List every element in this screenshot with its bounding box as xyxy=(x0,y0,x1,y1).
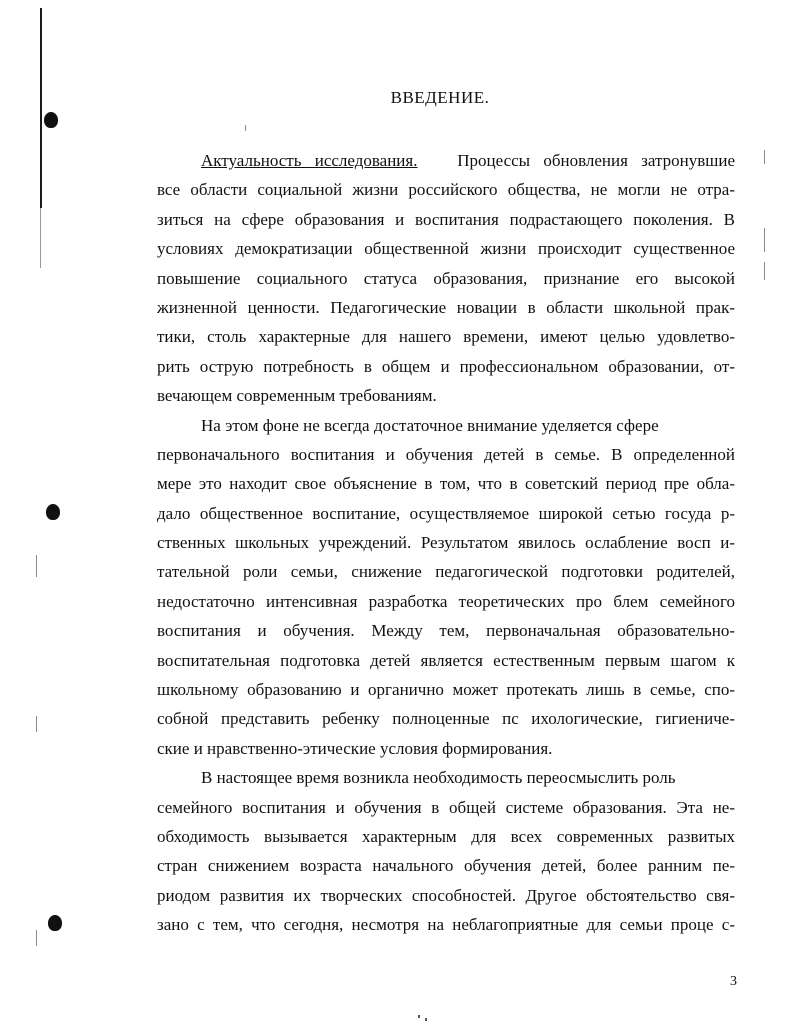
page-number: 3 xyxy=(730,974,737,989)
text-line: Процессы обновления затронувшие xyxy=(457,151,735,170)
scan-mark xyxy=(764,262,765,280)
scan-speck xyxy=(418,1015,420,1018)
text-line: жизненной ценности. Педагогические новации в области школьной прак- xyxy=(157,297,735,317)
text-line: дало общественное воспитание, осуществляемое широкой сетью госуда р- xyxy=(157,503,735,523)
punch-hole-mark xyxy=(44,112,58,128)
text-line: первоначального воспитания и обучения детей в семье. В определенной xyxy=(157,444,735,464)
text-line: На этом фоне не всегда достаточное внимание уделяется сфере xyxy=(201,415,659,435)
text-line: рить острую потребность в общем и профессиональном образовании, от- xyxy=(157,356,735,376)
text-line: все области социальной жизни российского общества, не могли не отра- xyxy=(157,180,735,200)
text-line: семейного воспитания и обучения в общей системе образования. Эта не- xyxy=(157,797,735,817)
text-line: недостаточно интенсивная разработка теоретических про блем семейного xyxy=(157,591,735,611)
text-line: ственных школьных учреждений. Результатом явилось ослабление восп и- xyxy=(157,533,735,553)
text-line: воспитательная подготовка детей является естественным первым шагом к xyxy=(157,650,735,670)
text-line: В настоящее время возникла необходимость переосмыслить роль xyxy=(201,768,676,788)
scan-mark xyxy=(764,150,765,164)
scan-mark xyxy=(36,555,37,577)
text-line: зано с тем, что сегодня, несмотря на неблагоприятные для семьи проце с- xyxy=(157,915,735,935)
text-line: собной представить ребенку полноценные пс ихологические, гигиениче- xyxy=(157,709,735,729)
text-line: риодом развития их творческих способностей. Другое обстоятельство свя- xyxy=(157,885,735,905)
scan-mark xyxy=(36,716,37,732)
document-body xyxy=(157,146,735,940)
text-line: тики, столь характерные для нашего времени, имеют целью удовлетво- xyxy=(157,327,735,347)
text-line: школьному образованию и органично может протекать лишь в семье, спо- xyxy=(157,680,735,700)
scan-mark xyxy=(764,228,765,252)
text-line: условиях демократизации общественной жизни происходит существенное xyxy=(157,239,735,259)
text-line: тательной роли семьи, снижение педагогической подготовки родителей, xyxy=(157,562,735,582)
scan-edge-line-faint xyxy=(40,208,41,268)
scan-speck xyxy=(425,1018,427,1021)
text-line: стран снижением возраста начального обучения детей, более ранним пе- xyxy=(157,856,735,876)
text-line: ские и нравственно-этические условия формирования. xyxy=(157,738,553,758)
scan-mark xyxy=(245,125,246,131)
punch-hole-mark xyxy=(48,915,62,931)
punch-hole-mark xyxy=(46,504,60,520)
text-line: мере это находит свое объяснение в том, что в советский период пре обла- xyxy=(157,474,735,494)
scan-edge-line xyxy=(40,8,42,208)
paragraph-1-line-1 xyxy=(157,146,735,175)
text-line: воспитания и обучения. Между тем, первоначальная образовательно- xyxy=(157,621,735,641)
text-line: обходимость вызывается характерным для всех современных развитых xyxy=(157,826,735,846)
scan-mark xyxy=(36,930,37,946)
text-line: повышение социального статуса образования, признание его высокой xyxy=(157,268,735,288)
document-heading: ВВЕДЕНИЕ. xyxy=(390,88,490,107)
text-line: зиться на сфере образования и воспитания подрастающего поколения. В xyxy=(157,209,735,229)
section-label: Актуальность исследования. xyxy=(201,151,418,170)
text-line: вечающем современным требованиям. xyxy=(157,386,437,406)
